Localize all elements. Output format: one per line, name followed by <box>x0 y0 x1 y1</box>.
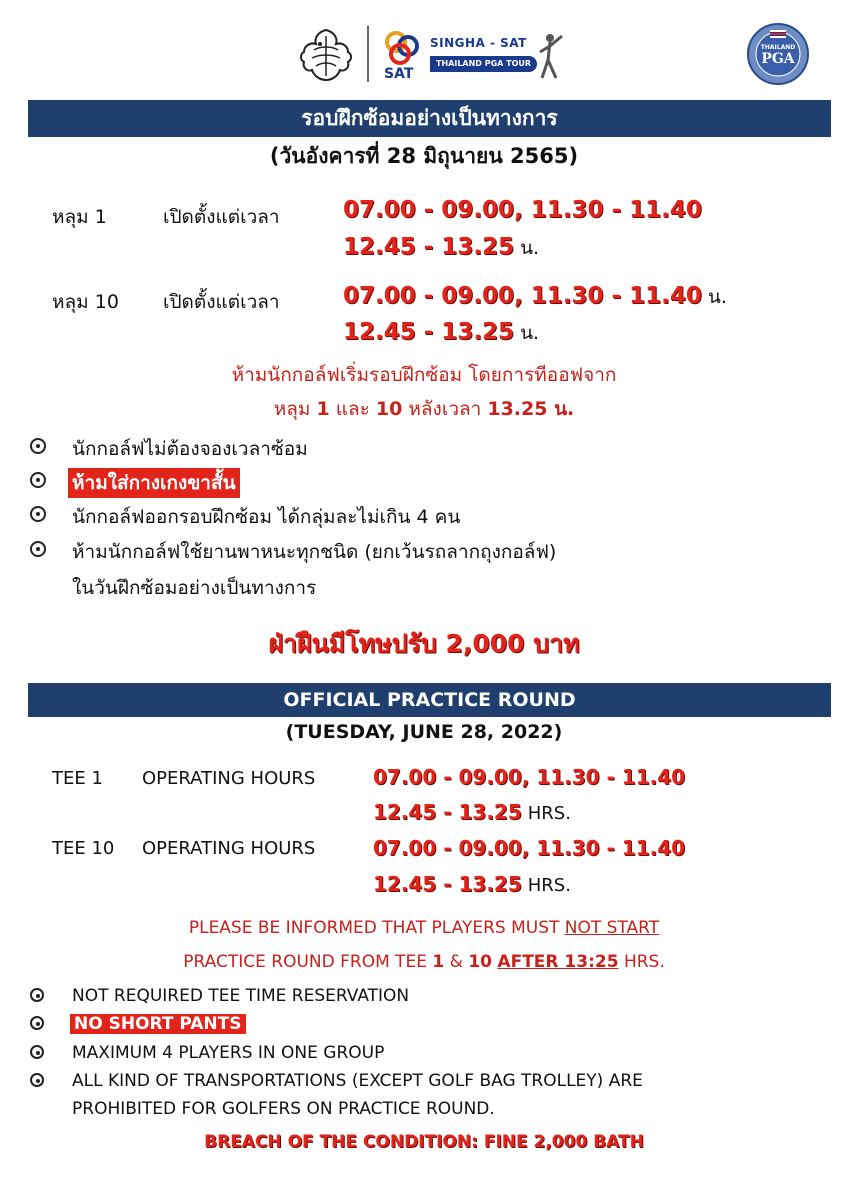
english-tee10-label: TEE 10 <box>52 838 115 859</box>
bullet-icon <box>30 988 44 1002</box>
logo-divider <box>367 26 369 82</box>
english-tee1-time-line1: 07.00 - 09.00, 11.30 - 11.40 <box>373 765 686 789</box>
header-logos <box>0 20 848 90</box>
svg-text:THAILAND: THAILAND <box>760 44 796 51</box>
english-fine: BREACH OF THE CONDITION: FINE 2,000 BATH <box>204 1132 644 1152</box>
english-tee1-hours-label: OPERATING HOURS <box>142 768 316 789</box>
bullet-icon <box>30 438 46 454</box>
thai-emblem-logo <box>296 26 356 84</box>
thai-tee10-time-line1: 07.00 - 09.00, 11.30 - 11.40 น. <box>343 283 727 309</box>
english-tee10-time-line1: 07.00 - 09.00, 11.30 - 11.40 <box>373 836 686 860</box>
thai-note-line1: ห้ามนักกอล์ฟเริ่มรอบฝึกซ้อม โดยการทีออฟจาก <box>231 364 617 386</box>
english-note-line2: PRACTICE ROUND FROM TEE 1 & 10 AFTER 13:25 HRS. <box>183 952 665 972</box>
thai-fine: ฝ่าฝืนมีโทษปรับ 2,000 บาท <box>268 629 580 658</box>
english-tee10-unit: HRS. <box>527 875 571 896</box>
english-tee10-time-line2: 12.45 - 13.25 HRS. <box>373 872 571 896</box>
english-tee1-label: TEE 1 <box>52 768 103 789</box>
thai-tee10-unit2: น. <box>520 322 540 344</box>
english-tee1-unit: HRS. <box>527 803 571 824</box>
thai-tee10-unit1: น. <box>707 286 727 308</box>
svg-text:SAT: SAT <box>384 66 414 82</box>
english-rule-4-continuation: PROHIBITED FOR GOLFERS ON PRACTICE ROUND. <box>72 1099 495 1119</box>
thai-tee1-unit: น. <box>520 237 540 259</box>
thai-tee10-time-line2: 12.45 - 13.25 น. <box>343 319 540 345</box>
bullet-icon <box>30 1073 44 1087</box>
bullet-icon <box>30 1016 44 1030</box>
sat-logo <box>380 26 426 84</box>
thai-tee1-time-line1: 07.00 - 09.00, 11.30 - 11.40 <box>343 197 702 223</box>
bullet-icon <box>30 541 46 557</box>
english-date: (TUESDAY, JUNE 28, 2022) <box>285 721 563 743</box>
thai-note-line2: หลุม 1 และ 10 หลังเวลา 13.25 น. <box>273 398 575 420</box>
singha-sat-logo <box>430 32 566 80</box>
thai-date: (วันอังคารที่ 28 มิถุนายน 2565) <box>269 144 579 168</box>
english-section-title: OFFICIAL PRACTICE ROUND <box>28 683 831 717</box>
singha-tour: THAILAND PGA TOUR <box>430 56 537 72</box>
thai-tee1-label: หลุม 1 <box>52 206 107 228</box>
thai-rule-4-continuation: ในวันฝึกซ้อมอย่างเป็นทางการ <box>72 577 317 599</box>
bullet-icon <box>30 506 46 522</box>
english-tee10-hours-label: OPERATING HOURS <box>142 838 316 859</box>
english-note-line1: PLEASE BE INFORMED THAT PLAYERS MUST NOT START <box>188 918 660 938</box>
thailand-pga-logo <box>746 22 810 86</box>
thai-tee10-label: หลุม 10 <box>52 291 119 313</box>
bullet-icon <box>30 1045 44 1059</box>
thai-tee1-time-line2: 12.45 - 13.25 น. <box>343 234 540 260</box>
thai-tee1-open-label: เปิดตั้งแต่เวลา <box>163 206 280 228</box>
svg-text:PGA: PGA <box>761 51 795 67</box>
thai-section-title: รอบฝึกซ้อมอย่างเป็นทางการ <box>28 100 831 137</box>
thai-tee10-open-label: เปิดตั้งแต่เวลา <box>163 291 280 313</box>
golfer-icon <box>534 32 566 80</box>
english-tee1-time-line2: 12.45 - 13.25 HRS. <box>373 800 571 824</box>
singha-name: SINGHA - SAT <box>430 36 527 50</box>
bullet-icon <box>30 472 46 488</box>
